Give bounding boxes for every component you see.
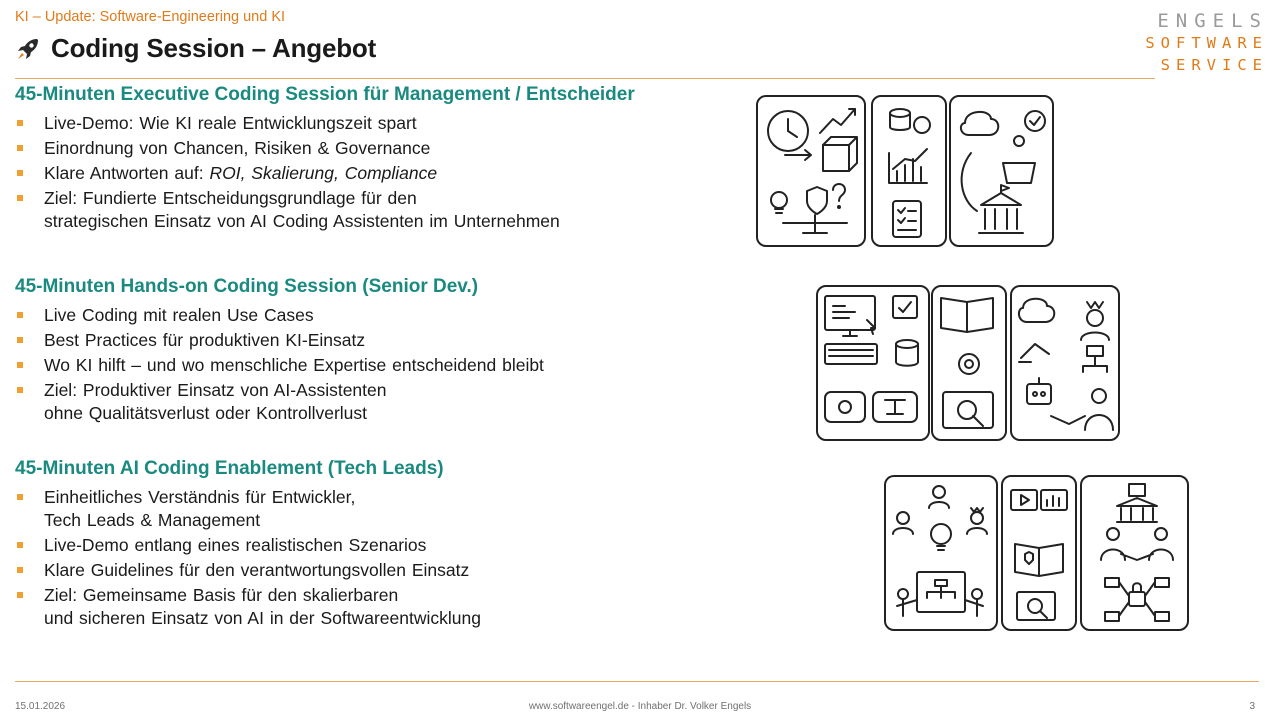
team-person-icon — [929, 486, 949, 508]
coins-icon — [890, 109, 930, 133]
shield-icon — [807, 187, 827, 214]
chart-window-icon — [1041, 490, 1067, 510]
item-line-2: Tech Leads & Management — [44, 510, 261, 530]
bar-chart-icon — [889, 149, 927, 183]
question-icon — [833, 184, 845, 208]
list-item — [15, 162, 715, 185]
lightbulb-icon — [931, 524, 951, 550]
page-number: 3 — [1249, 701, 1255, 712]
item-line-1: Ziel: Gemeinsame Basis für den skalierbaren — [44, 585, 399, 605]
guideline-book-icon — [1015, 544, 1063, 576]
presenter-icon-2 — [965, 589, 983, 616]
speaker-podium-icon — [1003, 136, 1035, 183]
robot-arm-icon — [1019, 344, 1049, 362]
section-heading: 45-Minuten Executive Coding Session für Management / Entscheider — [15, 84, 635, 105]
bullet-list — [15, 304, 715, 425]
company-logo — [1145, 10, 1268, 76]
item-prefix: Klare Antworten auf: — [44, 163, 210, 183]
hands-on-session-illustration — [815, 284, 1121, 442]
enablement-session-illustration — [883, 474, 1190, 632]
search-document-icon — [1017, 592, 1055, 620]
lock-network-icon — [1105, 578, 1169, 621]
item-line-2: ohne Qualitätsverlust oder Kontrollverlust — [44, 403, 368, 423]
institution-icon — [979, 185, 1023, 233]
list-item: Live-Demo: Wie KI reale Entwicklungszeit spart — [15, 112, 715, 135]
list-item: Live-Demo entlang eines realistischen Szenarios — [15, 534, 715, 557]
monitor-code-icon — [825, 296, 875, 336]
keyboard-icon — [825, 344, 877, 364]
check-bubble-icon — [1025, 111, 1045, 131]
item-line-2: und sicheren Einsatz von AI in der Softwareentwicklung — [44, 608, 481, 628]
item-line-2: strategischen Einsatz von AI Coding Assistenten im Unternehmen — [44, 211, 560, 231]
person-gear-icon — [893, 512, 913, 534]
item-line-1: Ziel: Produktiver Einsatz von AI-Assistenten — [44, 380, 387, 400]
crowned-person-icon — [1081, 302, 1109, 340]
list-item: Best Practices für produktiven KI-Einsatz — [15, 329, 715, 352]
lightbulb-icon — [771, 192, 787, 213]
executive-session-illustration — [755, 93, 1055, 249]
rocket-icon — [15, 36, 41, 62]
crowned-person-icon — [967, 508, 987, 534]
logo-line-2: SOFTWARE — [1145, 34, 1268, 52]
checklist-icon — [893, 201, 921, 237]
presenter-icon — [897, 589, 917, 616]
brain-icon — [961, 112, 998, 135]
growth-arrow-icon — [820, 109, 855, 133]
list-item — [15, 584, 715, 630]
clock-icon — [768, 111, 808, 151]
item-line-1: Ziel: Fundierte Entscheidungsgrundlage für den — [44, 188, 417, 208]
logo-line-3: SERVICE — [1160, 56, 1268, 74]
org-chart-icon — [917, 572, 965, 612]
handshake-person-icon — [1051, 389, 1113, 430]
footer-divider — [15, 681, 1259, 682]
handshake-icon — [1101, 528, 1173, 560]
footer-website: www.softwareengel.de - Inhaber Dr. Volker Engels — [528, 701, 752, 712]
list-item: Klare Guidelines für den verantwortungsvollen Einsatz — [15, 559, 715, 582]
balance-scale-icon — [783, 215, 847, 233]
gear-icon — [959, 354, 979, 374]
list-item — [15, 486, 715, 532]
page-title: Coding Session – Angebot — [51, 33, 377, 63]
bullet-list — [15, 486, 715, 630]
open-book-icon — [941, 298, 993, 332]
section-heading: 45-Minuten Hands-on Coding Session (Senior Dev.) — [15, 276, 479, 297]
section-heading: 45-Minuten AI Coding Enablement (Tech Leads) — [15, 458, 444, 479]
brain-gear-icon — [1019, 299, 1054, 322]
list-item — [15, 187, 715, 233]
footer-date: 15.01.2026 — [15, 701, 66, 712]
breadcrumb: KI – Update: Software-Engineering und KI — [15, 9, 286, 25]
robot-icon — [1027, 378, 1051, 404]
list-item: Live Coding mit realen Use Cases — [15, 304, 715, 327]
video-player-icon — [1011, 490, 1037, 510]
section-enablement — [15, 458, 715, 632]
item-line-1: Einheitliches Verständnis für Entwickler, — [44, 487, 356, 507]
title-row — [15, 33, 376, 64]
flowchart-bubble-icon — [873, 392, 917, 422]
list-item: Wo KI hilft – und wo menschliche Expertise entscheidend bleibt — [15, 354, 715, 377]
logo-line-1: ENGELS — [1157, 10, 1268, 32]
flow-diagram-icon — [1083, 346, 1107, 372]
checkbox-window-icon — [893, 296, 917, 318]
section-executive — [15, 84, 715, 235]
section-hands-on — [15, 276, 715, 427]
header-divider — [15, 78, 1155, 79]
list-item — [15, 379, 715, 425]
magnifier-check-icon — [943, 392, 993, 428]
ai-institution-icon — [1117, 484, 1157, 522]
database-icon — [896, 340, 918, 366]
list-item: Einordnung von Chancen, Risiken & Governance — [15, 137, 715, 160]
bullet-list — [15, 112, 715, 233]
item-emphasis: ROI, Skalierung, Compliance — [209, 163, 438, 183]
cube-icon — [823, 137, 857, 171]
chat-settings-icon — [825, 392, 865, 422]
